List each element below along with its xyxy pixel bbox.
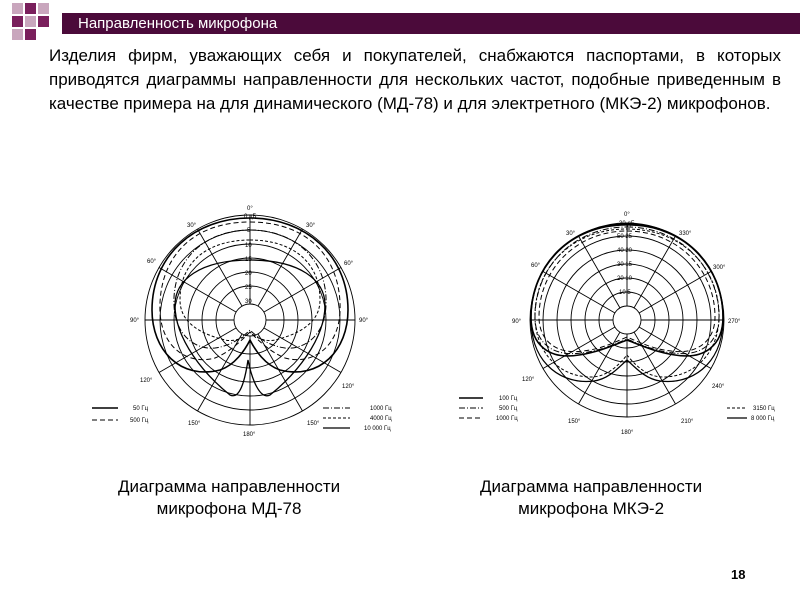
angle-label: 150° bbox=[307, 421, 320, 427]
legend-label: 8 000 Гц bbox=[751, 416, 775, 422]
db-label: 20 10 bbox=[617, 276, 633, 282]
legend-label: 100 Гц bbox=[499, 396, 518, 402]
angle-label: 180° bbox=[243, 432, 256, 438]
angle-label: 90° bbox=[512, 319, 522, 325]
angle-label: 150° bbox=[188, 421, 201, 427]
db-label: 10 5 bbox=[619, 290, 631, 296]
caption-md78-line1: Диаграмма направленности bbox=[118, 477, 341, 496]
db-label: 0 дБ bbox=[244, 214, 257, 220]
angle-label: 120° bbox=[522, 377, 535, 383]
db-label: 30 bbox=[245, 299, 252, 305]
angle-label: 0° bbox=[624, 212, 630, 218]
angle-label: 30° bbox=[187, 223, 197, 229]
legend-label: 1000 Гц bbox=[496, 416, 518, 422]
angle-label: 30° bbox=[306, 223, 316, 229]
db-label: 40 20 bbox=[617, 248, 633, 254]
body-text: Изделия фирм, уважающих себя и покупателей, снабжаются паспортами, в которых приводятся диаграммы направленности для нескольких частот, подобные приведенным в качестве примера на для динамического (МД-78) и для электретного (МКЭ-2) микрофонов. bbox=[49, 46, 781, 113]
angle-label: 60° bbox=[147, 259, 157, 265]
angle-label: 330° bbox=[679, 231, 692, 237]
slide-title: Направленность микрофона bbox=[78, 15, 278, 32]
legend-label: 500 Гц bbox=[130, 418, 149, 424]
angle-label: 60° bbox=[531, 263, 541, 269]
angle-label: 90° bbox=[359, 318, 369, 324]
angle-label: 210° bbox=[681, 419, 694, 425]
caption-mke2 bbox=[480, 476, 702, 520]
caption-mke2-line1: Диаграмма направленности bbox=[480, 477, 703, 496]
angle-label: 240° bbox=[712, 384, 725, 390]
angle-label: 60° bbox=[344, 261, 354, 267]
caption-mke2-line2: микрофона МКЭ-2 bbox=[518, 499, 665, 518]
angle-label: 180° bbox=[621, 430, 634, 436]
db-label: 50 25 bbox=[617, 234, 633, 240]
legend-label: 1000 Гц bbox=[370, 406, 392, 412]
db-label: 30 15 bbox=[617, 262, 633, 268]
angle-label: 30° bbox=[566, 231, 576, 237]
polar-diagram-md78 bbox=[80, 200, 410, 440]
db-label: 25 bbox=[245, 285, 252, 291]
db-label: 30 дБ bbox=[619, 221, 635, 227]
polar-diagram-mke2 bbox=[455, 205, 785, 440]
legend-label: 10 000 Гц bbox=[364, 426, 391, 432]
legend-label: 500 Гц bbox=[499, 406, 518, 412]
angle-label: 120° bbox=[140, 378, 153, 384]
angle-label: 90° bbox=[130, 318, 140, 324]
body-paragraph bbox=[49, 44, 781, 116]
legend-label: 3150 Гц bbox=[753, 406, 775, 412]
db-label: 15 bbox=[245, 257, 252, 263]
angle-label: 0° bbox=[247, 206, 253, 212]
legend-label: 50 Гц bbox=[133, 406, 149, 412]
angle-label: 150° bbox=[568, 419, 581, 425]
caption-md78-line2: микрофона МД-78 bbox=[156, 499, 302, 518]
db-label: 10 bbox=[245, 243, 252, 249]
angle-label: 120° bbox=[342, 384, 355, 390]
slide-number: 18 bbox=[731, 567, 746, 582]
caption-md78 bbox=[118, 476, 340, 520]
db-label: 5 bbox=[247, 228, 251, 234]
angle-label: 300° bbox=[713, 265, 726, 271]
angle-label: 270° bbox=[728, 319, 741, 325]
legend-label: 4000 Гц bbox=[370, 416, 392, 422]
db-label: 20 bbox=[245, 271, 252, 277]
